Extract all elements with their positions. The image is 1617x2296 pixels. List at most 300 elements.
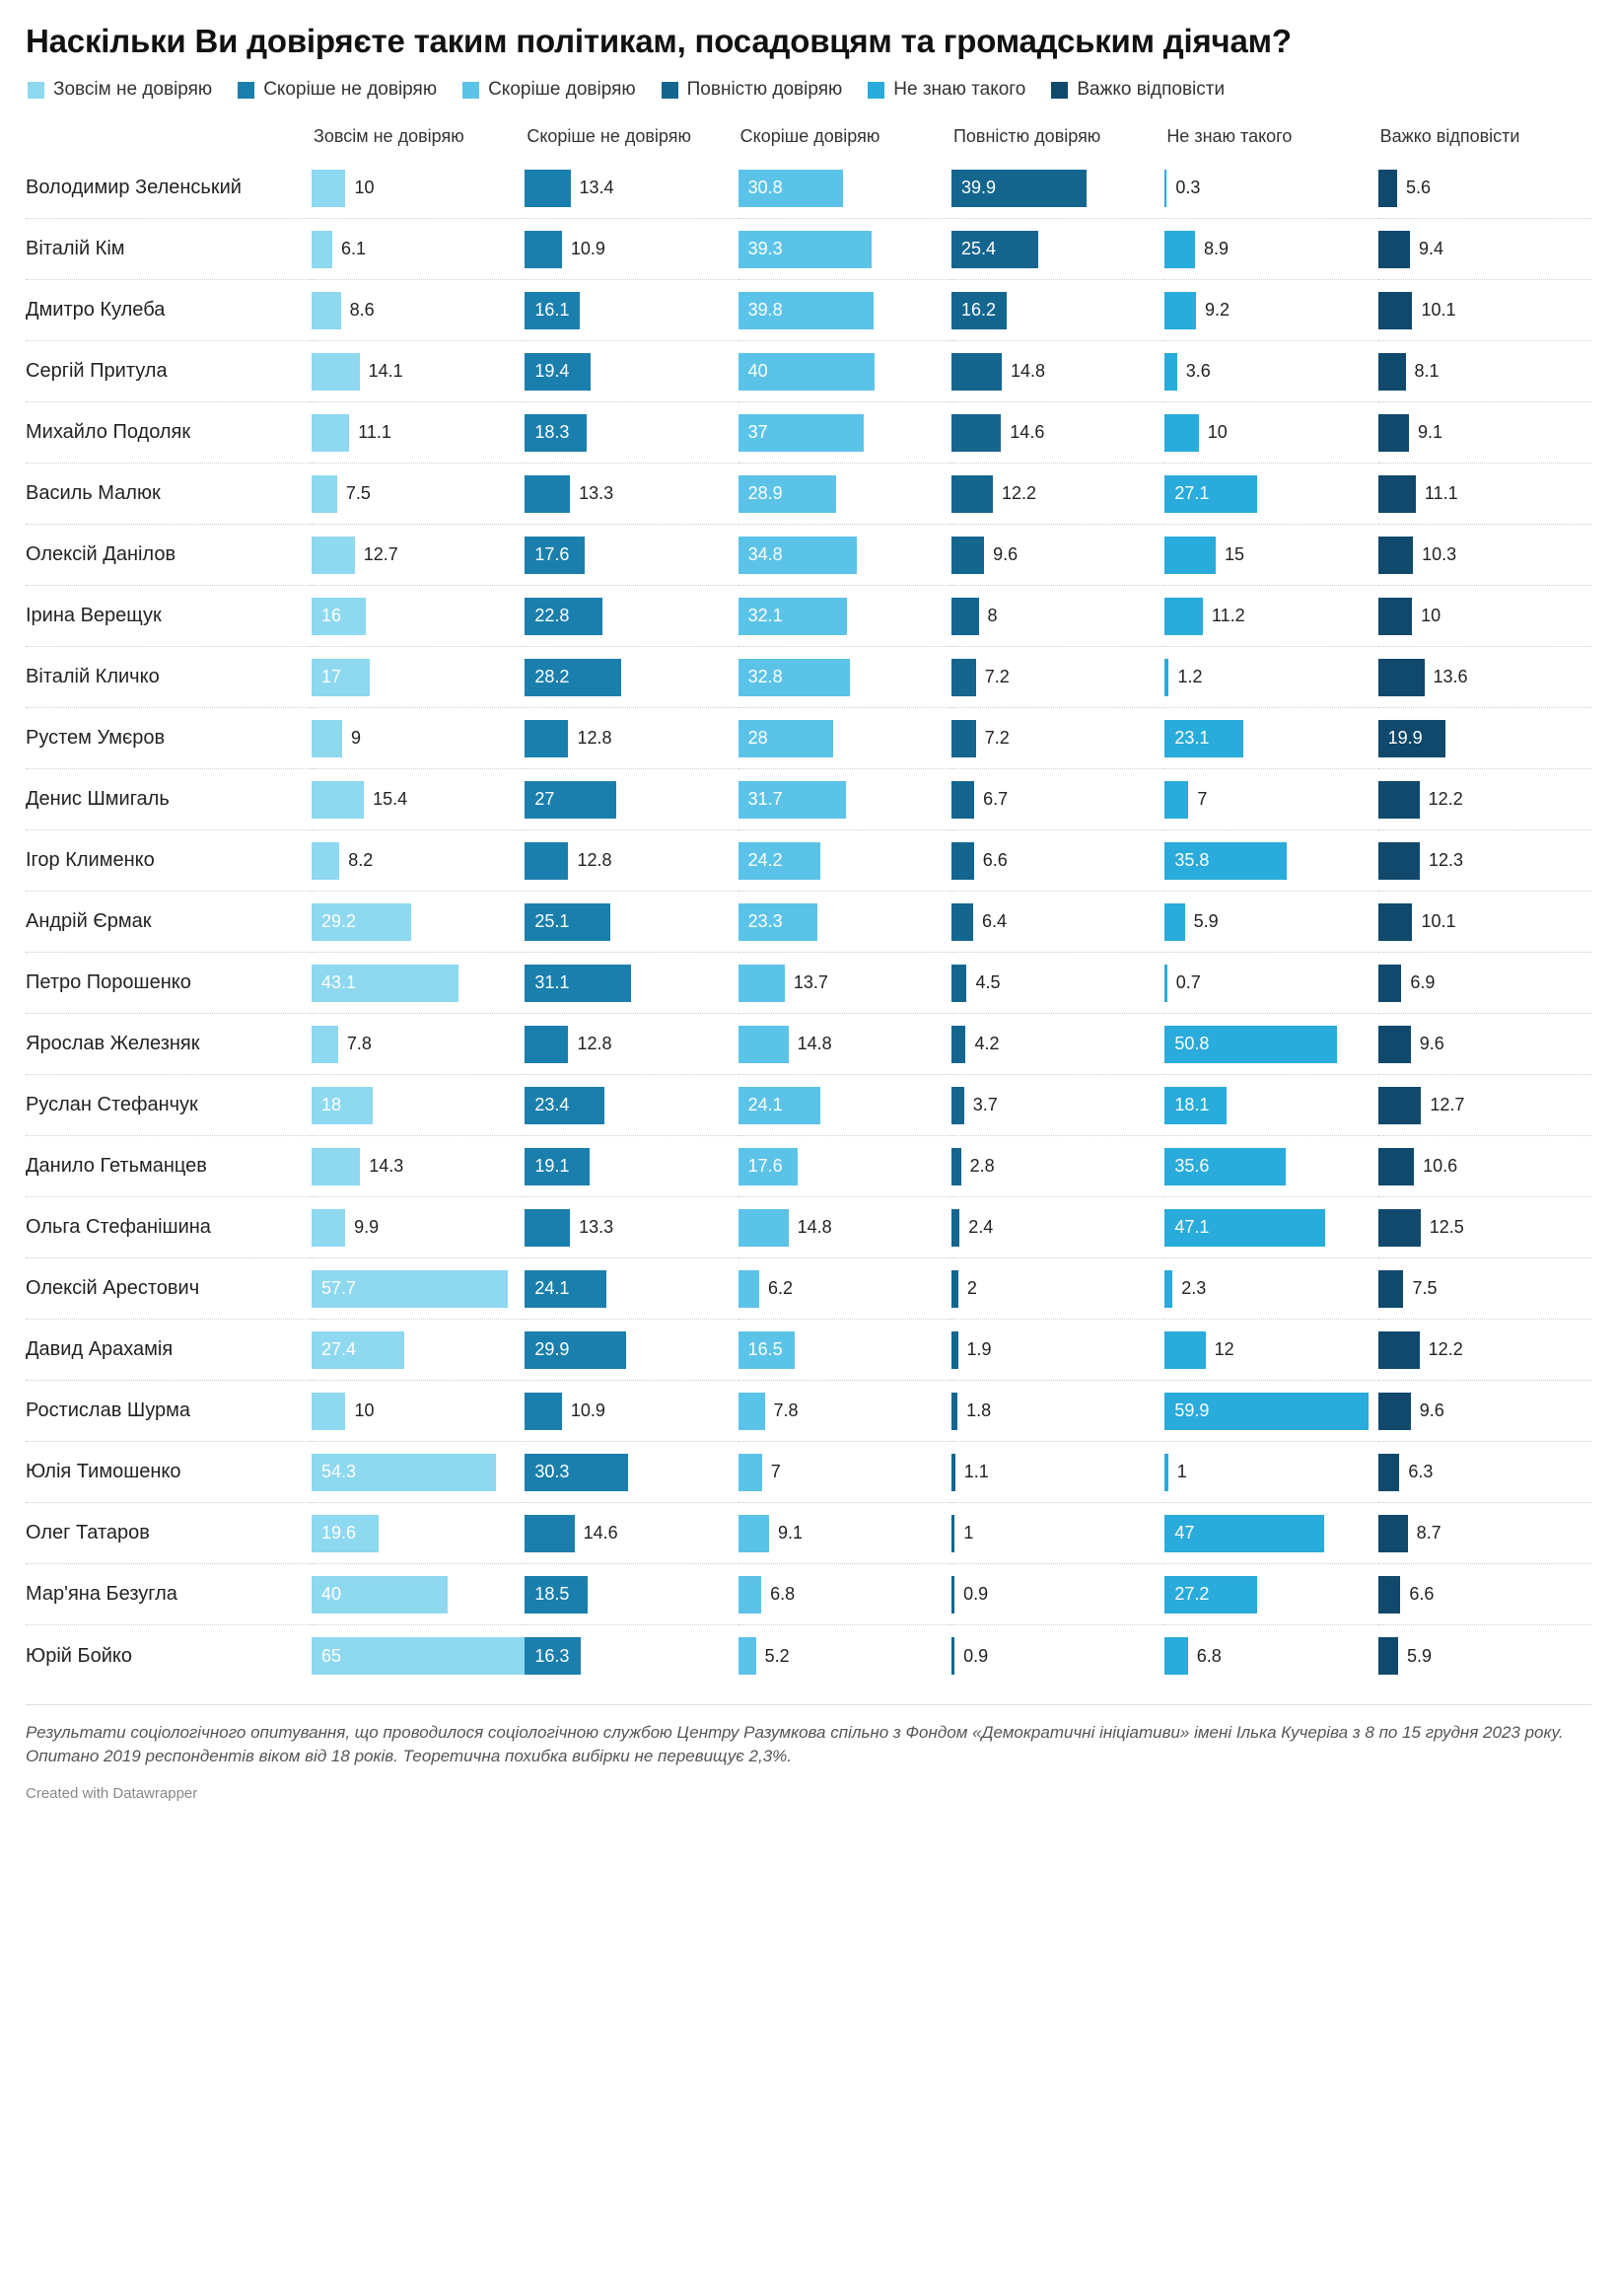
bar-segment[interactable] bbox=[1378, 1331, 1420, 1369]
bar-value-label: 54.3 bbox=[321, 1462, 357, 1482]
category-header-5 bbox=[1164, 126, 1377, 158]
bar-cell bbox=[312, 525, 525, 586]
bar-value-label: 10 bbox=[1207, 422, 1228, 443]
bar-segment[interactable] bbox=[525, 1515, 574, 1552]
category-header-label: Зовсім не довіряю bbox=[314, 126, 464, 147]
bar-segment[interactable] bbox=[312, 1637, 532, 1675]
bar-value-label: 3.7 bbox=[972, 1095, 998, 1115]
row-label: Ростислав Шурма bbox=[26, 1381, 312, 1442]
bar-cell bbox=[1378, 1258, 1591, 1320]
bar-wrapper bbox=[525, 598, 738, 635]
bar-cell bbox=[525, 1625, 738, 1686]
bar-segment[interactable] bbox=[951, 1393, 957, 1430]
bar-segment[interactable] bbox=[1378, 659, 1425, 696]
bar-cell bbox=[525, 586, 738, 647]
bar-cell bbox=[951, 953, 1164, 1014]
bar-segment[interactable] bbox=[951, 1026, 965, 1063]
bar-value-label: 16.1 bbox=[534, 300, 570, 321]
bar-cell bbox=[312, 1197, 525, 1258]
bar-segment[interactable] bbox=[1378, 965, 1402, 1002]
table-row bbox=[26, 769, 1591, 830]
bar-value-label: 23.1 bbox=[1174, 728, 1210, 749]
bar-value-label: 31.1 bbox=[534, 972, 570, 993]
row-label: Юлія Тимошенко bbox=[26, 1442, 312, 1503]
bar-segment[interactable] bbox=[951, 537, 984, 574]
legend-label: Скоріше не довіряю bbox=[263, 79, 438, 101]
bar-cell bbox=[1164, 280, 1377, 341]
bar-value-label: 18 bbox=[321, 1095, 342, 1115]
bar-value-label: 15.4 bbox=[373, 789, 408, 810]
bar-segment[interactable] bbox=[951, 903, 973, 941]
bar-segment[interactable] bbox=[738, 965, 785, 1002]
bar-segment[interactable] bbox=[525, 1026, 568, 1063]
bar-segment[interactable] bbox=[1378, 1209, 1421, 1247]
bar-value-label: 1.8 bbox=[966, 1400, 992, 1421]
bar-cell bbox=[312, 402, 525, 464]
bar-value-label: 7.8 bbox=[773, 1400, 799, 1421]
legend-item-2[interactable] bbox=[238, 79, 437, 101]
bar-segment[interactable] bbox=[525, 475, 570, 513]
bar-cell bbox=[525, 1258, 738, 1320]
category-header-label: Повністю довіряю bbox=[952, 126, 1101, 147]
bar-cell bbox=[1378, 1442, 1591, 1503]
bar-segment[interactable] bbox=[312, 231, 332, 268]
bar-cell bbox=[1164, 830, 1377, 892]
bar-cell bbox=[1164, 1258, 1377, 1320]
bar-segment[interactable] bbox=[312, 414, 349, 452]
bar-value-label: 19.9 bbox=[1387, 728, 1423, 749]
bar-segment[interactable] bbox=[738, 1393, 765, 1430]
bar-value-label: 47.1 bbox=[1174, 1217, 1210, 1238]
bar-segment[interactable] bbox=[1164, 1331, 1205, 1369]
bar-wrapper bbox=[525, 1270, 738, 1308]
bar-value-label: 9.6 bbox=[993, 544, 1019, 565]
bar-segment[interactable] bbox=[951, 842, 974, 880]
bar-segment[interactable] bbox=[312, 720, 342, 757]
bar-segment[interactable] bbox=[951, 475, 993, 513]
row-label: Петро Порошенко bbox=[26, 953, 312, 1014]
bar-wrapper bbox=[1164, 720, 1377, 757]
bar-segment[interactable] bbox=[1378, 598, 1412, 635]
bar-wrapper bbox=[738, 1148, 951, 1185]
row-label: Олег Татаров bbox=[26, 1503, 312, 1564]
bar-cell bbox=[525, 280, 738, 341]
bar-segment[interactable] bbox=[525, 842, 568, 880]
bar-wrapper bbox=[1164, 659, 1377, 696]
bar-wrapper bbox=[951, 537, 1164, 574]
bar-segment[interactable] bbox=[951, 781, 974, 819]
bar-value-label: 8.9 bbox=[1203, 239, 1229, 259]
bar-segment[interactable] bbox=[738, 1637, 756, 1675]
bar-cell bbox=[312, 1014, 525, 1075]
bar-value-label: 43.1 bbox=[321, 972, 357, 993]
bar-value-label: 1.2 bbox=[1177, 667, 1203, 687]
bar-cell bbox=[1164, 708, 1377, 769]
bar-segment[interactable] bbox=[312, 842, 339, 880]
bar-value-label: 19.4 bbox=[534, 361, 570, 382]
row-label: Дмитро Кулеба bbox=[26, 280, 312, 341]
bar-cell bbox=[951, 1442, 1164, 1503]
bar-value-label: 9.6 bbox=[1419, 1034, 1444, 1054]
bar-wrapper bbox=[1164, 414, 1377, 452]
bar-segment[interactable] bbox=[312, 170, 345, 207]
bar-segment[interactable] bbox=[951, 659, 976, 696]
bar-segment[interactable] bbox=[1164, 598, 1203, 635]
bar-value-label: 0.7 bbox=[1175, 972, 1201, 993]
bar-segment[interactable] bbox=[951, 1087, 964, 1124]
bar-segment[interactable] bbox=[951, 1637, 954, 1675]
row-label: Олексій Арестович bbox=[26, 1258, 312, 1320]
bar-value-label: 6.7 bbox=[983, 789, 1009, 810]
bar-segment[interactable] bbox=[525, 170, 570, 207]
bar-segment[interactable] bbox=[738, 1026, 789, 1063]
bar-cell bbox=[738, 341, 951, 402]
bar-segment[interactable] bbox=[312, 537, 355, 574]
bar-wrapper bbox=[951, 1087, 1164, 1124]
legend-item-5[interactable] bbox=[868, 79, 1025, 101]
bar-wrapper bbox=[738, 231, 951, 268]
bar-wrapper bbox=[312, 1393, 525, 1430]
bar-wrapper bbox=[312, 1087, 525, 1124]
table-row bbox=[26, 892, 1591, 953]
bar-value-label: 11.2 bbox=[1211, 606, 1245, 626]
bar-wrapper bbox=[951, 1393, 1164, 1430]
bar-value-label: 13.3 bbox=[579, 483, 614, 504]
bar-wrapper bbox=[312, 1148, 525, 1185]
bar-segment[interactable] bbox=[1378, 231, 1410, 268]
bar-segment[interactable] bbox=[1378, 353, 1406, 391]
bar-value-label: 32.1 bbox=[747, 606, 783, 626]
bar-cell bbox=[738, 1014, 951, 1075]
bar-segment[interactable] bbox=[738, 1270, 759, 1308]
bar-cell bbox=[312, 1136, 525, 1197]
bar-segment[interactable] bbox=[1378, 1393, 1411, 1430]
bar-value-label: 10.6 bbox=[1423, 1156, 1458, 1177]
bar-value-label: 6.4 bbox=[982, 911, 1008, 932]
bar-segment[interactable] bbox=[1164, 1454, 1167, 1491]
bar-value-label: 8 bbox=[987, 606, 998, 626]
bar-value-label: 24.1 bbox=[747, 1095, 783, 1115]
bar-wrapper bbox=[312, 965, 525, 1002]
bar-segment[interactable] bbox=[1378, 1454, 1400, 1491]
bar-segment[interactable] bbox=[1378, 1087, 1422, 1124]
bar-cell bbox=[525, 1320, 738, 1381]
bar-cell bbox=[951, 1136, 1164, 1197]
row-label: Володимир Зеленський bbox=[26, 177, 242, 199]
bar-cell bbox=[1378, 464, 1591, 525]
legend-item-3[interactable] bbox=[462, 79, 636, 101]
bar-wrapper bbox=[525, 475, 738, 513]
bar-value-label: 10.3 bbox=[1422, 544, 1457, 565]
bar-wrapper bbox=[525, 292, 738, 329]
bar-wrapper bbox=[312, 1515, 525, 1552]
bar-wrapper bbox=[1164, 475, 1377, 513]
bar-value-label: 47 bbox=[1174, 1523, 1195, 1543]
bar-wrapper bbox=[1378, 1515, 1591, 1552]
bar-cell bbox=[738, 892, 951, 953]
row-label: Ярослав Железняк bbox=[26, 1014, 312, 1075]
bar-wrapper bbox=[1164, 231, 1377, 268]
bar-cell bbox=[1378, 1197, 1591, 1258]
chart-body bbox=[26, 158, 1591, 1686]
row-label: Михайло Подоляк bbox=[26, 402, 312, 464]
bar-segment[interactable] bbox=[312, 292, 341, 329]
bar-value-label: 27.2 bbox=[1174, 1584, 1210, 1605]
bar-value-label: 10 bbox=[354, 1400, 375, 1421]
legend-swatch-icon bbox=[28, 82, 44, 99]
bar-segment[interactable] bbox=[1378, 842, 1420, 880]
bar-segment[interactable] bbox=[951, 1454, 955, 1491]
bar-cell bbox=[1378, 219, 1591, 280]
bar-segment[interactable] bbox=[312, 1393, 345, 1430]
category-header-label: Важко відповісти bbox=[1379, 126, 1520, 147]
row-label: Віталій Кличко bbox=[26, 647, 312, 708]
bar-wrapper bbox=[951, 1454, 1164, 1491]
bar-value-label: 9.1 bbox=[1418, 422, 1443, 443]
bar-segment[interactable] bbox=[525, 1393, 562, 1430]
bar-value-label: 17.6 bbox=[747, 1156, 783, 1177]
bar-value-label: 65 bbox=[321, 1645, 342, 1666]
bar-segment[interactable] bbox=[1378, 1148, 1415, 1185]
bar-wrapper bbox=[1164, 1270, 1377, 1308]
bar-wrapper bbox=[525, 537, 738, 574]
bar-segment[interactable] bbox=[738, 1209, 789, 1247]
bar-wrapper bbox=[525, 1515, 738, 1552]
bar-wrapper bbox=[1164, 537, 1377, 574]
bar-value-label: 13.6 bbox=[1433, 667, 1468, 687]
bar-segment[interactable] bbox=[1164, 292, 1196, 329]
bar-cell bbox=[312, 1320, 525, 1381]
bar-segment[interactable] bbox=[1378, 475, 1416, 513]
bar-segment[interactable] bbox=[1164, 781, 1188, 819]
bar-cell bbox=[312, 586, 525, 647]
bar-wrapper bbox=[951, 781, 1164, 819]
bar-value-label: 39.9 bbox=[960, 178, 997, 198]
bar-cell bbox=[1164, 341, 1377, 402]
bar-segment[interactable] bbox=[1164, 231, 1195, 268]
bar-wrapper bbox=[738, 659, 951, 696]
bar-segment[interactable] bbox=[951, 720, 976, 757]
bar-wrapper bbox=[525, 1087, 738, 1124]
bar-wrapper bbox=[738, 1515, 951, 1552]
bar-value-label: 12.3 bbox=[1429, 850, 1464, 871]
bar-wrapper bbox=[738, 598, 951, 635]
bar-value-label: 10.1 bbox=[1421, 911, 1456, 932]
bar-cell bbox=[525, 1442, 738, 1503]
bar-wrapper bbox=[1378, 1637, 1591, 1675]
bar-segment[interactable] bbox=[1164, 659, 1168, 696]
bar-segment[interactable] bbox=[312, 781, 364, 819]
bar-value-label: 11.1 bbox=[1424, 483, 1458, 504]
bar-segment[interactable] bbox=[738, 1576, 761, 1614]
bar-segment[interactable] bbox=[1378, 170, 1397, 207]
bar-segment[interactable] bbox=[1164, 353, 1176, 391]
bar-segment[interactable] bbox=[951, 1209, 959, 1247]
bar-segment[interactable] bbox=[951, 1270, 958, 1308]
bar-cell bbox=[525, 1075, 738, 1136]
bar-segment[interactable] bbox=[1164, 903, 1184, 941]
bar-wrapper bbox=[1378, 231, 1591, 268]
bar-value-label: 6.6 bbox=[1409, 1584, 1435, 1605]
legend-swatch-icon bbox=[462, 82, 479, 99]
bar-value-label: 12.7 bbox=[1430, 1095, 1465, 1115]
bar-value-label: 17 bbox=[321, 667, 342, 687]
bar-value-label: 29.9 bbox=[534, 1339, 570, 1360]
bar-segment[interactable] bbox=[1378, 1026, 1411, 1063]
bar-value-label: 50.8 bbox=[1174, 1034, 1210, 1054]
bar-segment[interactable] bbox=[1164, 965, 1166, 1002]
category-header-label: Скоріше довіряю bbox=[739, 126, 880, 147]
bar-value-label: 27 bbox=[534, 789, 555, 810]
bar-segment[interactable] bbox=[312, 1209, 345, 1247]
bar-cell bbox=[525, 1014, 738, 1075]
bar-value-label: 1.1 bbox=[963, 1462, 989, 1482]
row-label: Василь Малюк bbox=[26, 464, 312, 525]
bar-value-label: 9.9 bbox=[354, 1217, 380, 1238]
bar-wrapper bbox=[738, 720, 951, 757]
bar-cell bbox=[1378, 341, 1591, 402]
bar-segment[interactable] bbox=[525, 231, 562, 268]
bar-cell bbox=[312, 708, 525, 769]
bar-wrapper bbox=[312, 414, 525, 452]
bar-cell bbox=[525, 158, 738, 219]
legend-item-6[interactable] bbox=[1051, 79, 1225, 101]
bar-wrapper bbox=[738, 965, 951, 1002]
bar-wrapper bbox=[525, 1209, 738, 1247]
bar-segment[interactable] bbox=[738, 1515, 769, 1552]
bar-cell bbox=[951, 525, 1164, 586]
table-row bbox=[26, 1197, 1591, 1258]
bar-value-label: 25.1 bbox=[534, 911, 570, 932]
legend-item-4[interactable] bbox=[662, 79, 843, 101]
bar-segment[interactable] bbox=[951, 1515, 954, 1552]
bar-wrapper bbox=[312, 659, 525, 696]
bar-cell bbox=[951, 647, 1164, 708]
bar-wrapper bbox=[525, 1393, 738, 1430]
bar-wrapper bbox=[951, 1209, 1164, 1247]
bar-segment[interactable] bbox=[951, 414, 1001, 452]
bar-wrapper bbox=[525, 353, 738, 391]
bar-segment[interactable] bbox=[1378, 1576, 1401, 1614]
bar-wrapper bbox=[738, 1209, 951, 1247]
bar-wrapper bbox=[1378, 1393, 1591, 1430]
bar-value-label: 59.9 bbox=[1174, 1400, 1210, 1421]
bar-segment[interactable] bbox=[1378, 537, 1413, 574]
bar-segment[interactable] bbox=[1378, 1270, 1404, 1308]
bar-cell bbox=[1164, 1564, 1377, 1625]
bar-value-label: 14.8 bbox=[797, 1034, 832, 1054]
bar-segment[interactable] bbox=[951, 1576, 954, 1614]
bar-segment[interactable] bbox=[1378, 781, 1420, 819]
bar-segment[interactable] bbox=[1164, 537, 1216, 574]
bar-value-label: 14.6 bbox=[583, 1523, 618, 1543]
bar-cell bbox=[1378, 525, 1591, 586]
bar-wrapper bbox=[738, 1454, 951, 1491]
bar-segment[interactable] bbox=[951, 598, 979, 635]
chart-header bbox=[26, 126, 1591, 158]
bar-wrapper bbox=[1378, 537, 1591, 574]
bar-value-label: 19.6 bbox=[321, 1523, 357, 1543]
bar-segment[interactable] bbox=[1164, 170, 1166, 207]
bar-value-label: 6.6 bbox=[982, 850, 1008, 871]
bar-cell bbox=[951, 464, 1164, 525]
bar-wrapper bbox=[951, 353, 1164, 391]
bar-cell bbox=[525, 525, 738, 586]
bar-segment[interactable] bbox=[951, 1148, 961, 1185]
bar-cell bbox=[525, 953, 738, 1014]
bar-segment[interactable] bbox=[312, 475, 337, 513]
bar-value-label: 2.3 bbox=[1181, 1278, 1207, 1299]
bar-segment[interactable] bbox=[1378, 1515, 1408, 1552]
bar-value-label: 23.3 bbox=[747, 911, 783, 932]
bar-segment[interactable] bbox=[1164, 414, 1198, 452]
table-row bbox=[26, 280, 1591, 341]
bar-wrapper bbox=[1378, 1148, 1591, 1185]
bar-segment[interactable] bbox=[1378, 414, 1409, 452]
bar-wrapper bbox=[738, 475, 951, 513]
bar-value-label: 7 bbox=[770, 1462, 781, 1482]
bar-cell bbox=[1378, 402, 1591, 464]
bar-wrapper bbox=[951, 170, 1164, 207]
row-label: Денис Шмигаль bbox=[26, 769, 312, 830]
bar-segment[interactable] bbox=[312, 1148, 360, 1185]
bar-segment[interactable] bbox=[312, 1026, 338, 1063]
bar-wrapper bbox=[1164, 1331, 1377, 1369]
bar-cell bbox=[951, 1197, 1164, 1258]
bar-value-label: 1 bbox=[963, 1523, 974, 1543]
bar-cell bbox=[1164, 586, 1377, 647]
bar-segment[interactable] bbox=[312, 353, 360, 391]
bar-cell bbox=[951, 280, 1164, 341]
bar-cell bbox=[951, 219, 1164, 280]
bar-cell bbox=[951, 708, 1164, 769]
bar-segment[interactable] bbox=[1164, 1637, 1187, 1675]
bar-wrapper bbox=[951, 1148, 1164, 1185]
bar-cell bbox=[1378, 892, 1591, 953]
bar-segment[interactable] bbox=[1378, 1637, 1398, 1675]
bar-value-label: 1.9 bbox=[966, 1339, 992, 1360]
legend-item-1[interactable] bbox=[28, 79, 212, 101]
table-row bbox=[26, 1625, 1591, 1686]
bar-segment[interactable] bbox=[1378, 903, 1413, 941]
bar-segment[interactable] bbox=[1164, 1270, 1172, 1308]
bar-segment[interactable] bbox=[1378, 292, 1413, 329]
bar-segment[interactable] bbox=[951, 1331, 958, 1369]
bar-wrapper bbox=[1164, 1393, 1377, 1430]
bar-wrapper bbox=[1378, 903, 1591, 941]
bar-cell bbox=[1378, 1075, 1591, 1136]
bar-cell bbox=[951, 1381, 1164, 1442]
bar-value-label: 18.1 bbox=[1174, 1095, 1210, 1115]
bar-segment[interactable] bbox=[525, 1209, 570, 1247]
bar-cell bbox=[1378, 1014, 1591, 1075]
bar-segment[interactable] bbox=[951, 353, 1002, 391]
bar-cell bbox=[951, 341, 1164, 402]
bar-wrapper bbox=[525, 1148, 738, 1185]
bar-segment[interactable] bbox=[738, 1454, 762, 1491]
bar-value-label: 10.9 bbox=[570, 1400, 605, 1421]
bar-segment[interactable] bbox=[951, 965, 967, 1002]
legend-swatch-icon bbox=[1051, 82, 1068, 99]
legend-label: Важко відповісти bbox=[1077, 79, 1226, 101]
bar-value-label: 30.8 bbox=[747, 178, 783, 198]
bar-wrapper bbox=[1378, 1454, 1591, 1491]
bar-wrapper bbox=[525, 1454, 738, 1491]
bar-cell bbox=[1164, 525, 1377, 586]
bar-segment[interactable] bbox=[525, 720, 568, 757]
bar-wrapper bbox=[951, 903, 1164, 941]
bar-cell bbox=[1164, 219, 1377, 280]
